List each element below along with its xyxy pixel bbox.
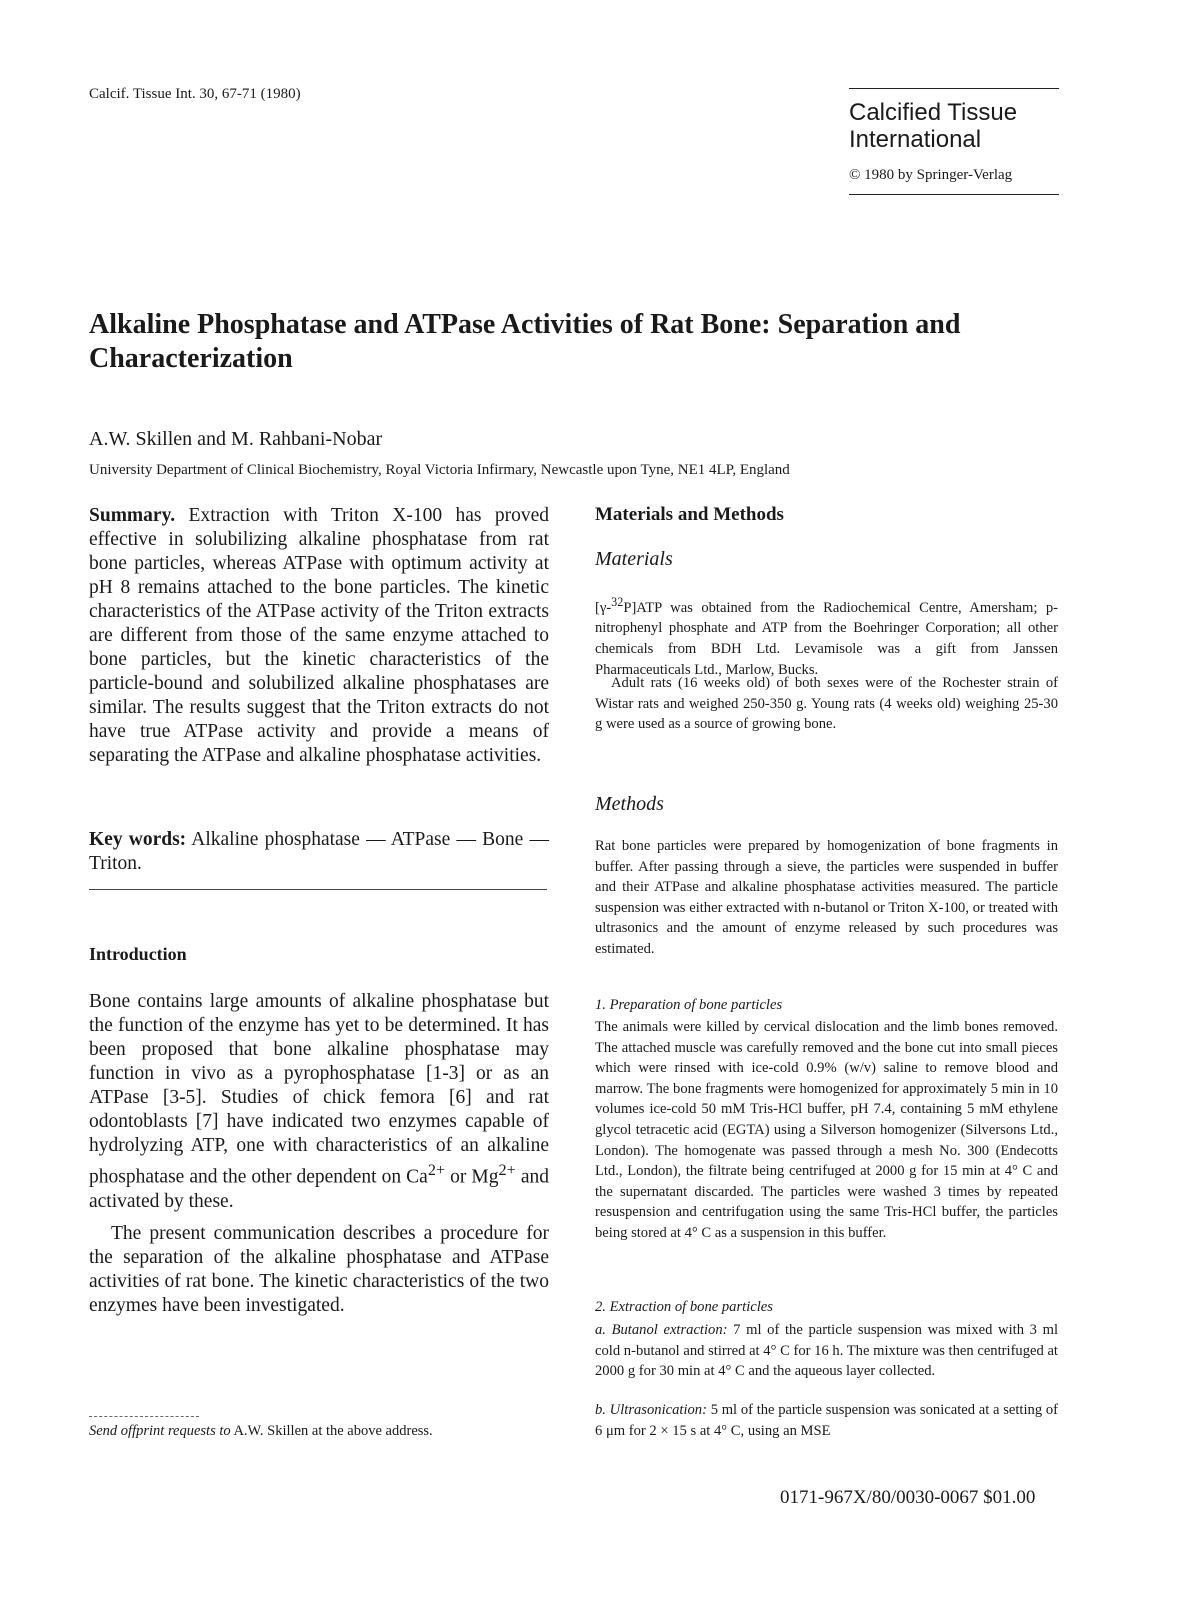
journal-box-top-rule (849, 88, 1059, 89)
butanol-extraction-label: a. Butanol extraction: (595, 1322, 728, 1338)
keywords-label: Key words: (89, 829, 187, 850)
journal-citation: Calcif. Tissue Int. 30, 67-71 (1980) (89, 86, 301, 102)
materials-subheading: Materials (595, 548, 673, 570)
preparation-subheading: 1. Preparation of bone particles (595, 997, 783, 1013)
materials-paragraph-2: Adult rats (16 weeks old) of both sexes were of the Rochester strain of Wistar rats and weighed 250-350 g. Young rats (4 weeks old) weighing 25-30 g were used as a source of growing bone. (595, 675, 1058, 733)
extraction-subheading: 2. Extraction of bone particles (595, 1299, 773, 1315)
intro-p1-text-b: or Mg (445, 1166, 499, 1188)
footnote (89, 1423, 433, 1440)
summary-label: Summary. (89, 505, 176, 526)
summary-paragraph (89, 504, 549, 768)
intro-p1-text-a: Bone contains large amounts of alkaline phosphatase but the function of the enzyme has yet to be determined. It has been proposed that bone alkaline phosphatase may function in vivo as a pyrophosphatase [1-3] or as an ATPase [3-5]. Studies of chick femora [6] and rat odontoblasts [7] have indicated two enzymes capable of hydrolyzing ATP, one with characteristics of an alkaline phosphatase and the other dependent on Ca (89, 991, 549, 1188)
materials-p1-sup: 32 (611, 595, 624, 609)
materials-p1-pre: [γ- (595, 599, 612, 616)
article-affiliation: University Department of Clinical Biochemistry, Royal Victoria Infirmary, Newcastle upon Tyne, NE1 4LP, England (89, 462, 790, 478)
summary-text: Extraction with Triton X-100 has proved effective in solubilizing alkaline phosphatase from rat bone particles, whereas ATPase with optimum activity at pH 8 remains attached to the bone particles. The kinetic characteristics of the ATPase activity of the Triton extracts are different from those of the same enzyme attached to bone particles, but the kinetic characteristics of the particle-bound and solubilized alkaline phosphatases are similar. The results suggest that the Triton extracts do not have true ATPase activity and provide a means of separating the ATPase and alkaline phosphatase activities. (89, 505, 550, 766)
price-code: 0171-967X/80/0030-0067 $01.00 (780, 1487, 1036, 1508)
intro-p1-text-c: and activated by these. (89, 1166, 549, 1212)
ultrasonication-paragraph (595, 1400, 1058, 1441)
journal-box-bottom-rule (849, 194, 1059, 195)
footnote-italic: Send offprint requests to (89, 1423, 231, 1439)
journal-name: Calcified Tissue International (849, 99, 1018, 153)
introduction-paragraph-2: The present communication describes a procedure for the separation of the alkaline phosphatase and ATPase activities of rat bone. The kinetic characteristics of the two enzymes have been investigated. (89, 1223, 549, 1316)
footnote-text: A.W. Skillen at the above address. (230, 1423, 433, 1439)
materials-p1-post: P]ATP was obtained from the Radiochemical Centre, Amersham; p-nitrophenyl phosphate and ATP from the Boehringer Corporation; all other chemicals from BDH Ltd. Levamisole was a gift from Janssen Pharmaceuticals Ltd., Marlow, Bucks. (595, 599, 1058, 678)
introduction-paragraph-1 (89, 990, 549, 1214)
methods-subheading: Methods (595, 793, 664, 815)
keywords-divider (89, 889, 547, 890)
intro-p1-sup-2: 2+ (498, 1161, 516, 1179)
preparation-paragraph: The animals were killed by cervical dislocation and the limb bones removed. The attached muscle was carefully removed and the bone cut into small pieces which were rinsed with ice-cold 0.9% (w/v) saline to remove blood and marrow. The bone fragments were homogenized for approximately 5 min in 10 volumes ice-cold 50 mM Tris-HCl buffer, pH 7.4, containing 5 mM ethylene glycol tetracetic acid (EGTA) using a Silverson homogenizer (Silversons Ltd., London). The homogenate was passed through a mesh No. 300 (Endecotts Ltd., London), the filtrate being centrifuged at 2000 g for 15 min at 4° C and the supernatant discarded. The particles were washed 3 times by repeated resuspension and centrifugation using the same Tris-HCl buffer, the particles being stored at 4° C as a suspension in this buffer. (595, 1019, 1058, 1241)
introduction-heading: Introduction (89, 944, 187, 964)
keywords-paragraph (89, 828, 549, 876)
materials-methods-heading: Materials and Methods (595, 504, 784, 525)
butanol-extraction-text: 7 ml of the particle suspension was mixed with 3 ml cold n-butanol and stirred at 4° C for 16 h. The mixture was then centrifuged at 2000 g for 30 min at 4° C and the aqueous layer collected. (595, 1322, 1059, 1380)
ultrasonication-text: 5 ml of the particle suspension was sonicated at a setting of 6 μm for 2 × 15 s at 4° C, using an MSE (595, 1402, 1058, 1439)
ultrasonication-label: b. Ultrasonication: (595, 1402, 707, 1418)
materials-paragraph-1 (595, 592, 1058, 680)
article-title: Alkaline Phosphatase and ATPase Activities of Rat Bone: Separation and Characterization (89, 309, 961, 374)
journal-box (849, 88, 1059, 195)
intro-p1-sup-1: 2+ (427, 1161, 446, 1179)
journal-copyright: © 1980 by Springer-Verlag (849, 167, 1013, 183)
article-authors: A.W. Skillen and M. Rahbani-Nobar (89, 428, 383, 450)
methods-paragraph: Rat bone particles were prepared by homogenization of bone fragments in buffer. After passing through a sieve, the particles were suspended in buffer and their ATPase and alkaline phosphatase activities measured. The particle suspension was either extracted with n-butanol or Triton X-100, or treated with ultrasonics and the amount of enzyme released by such procedures was estimated. (595, 838, 1058, 957)
footnote-divider (89, 1416, 199, 1417)
butanol-extraction-paragraph (595, 1320, 1058, 1382)
keywords-text: Alkaline phosphatase — ATPase — Bone — Triton. (89, 829, 549, 874)
